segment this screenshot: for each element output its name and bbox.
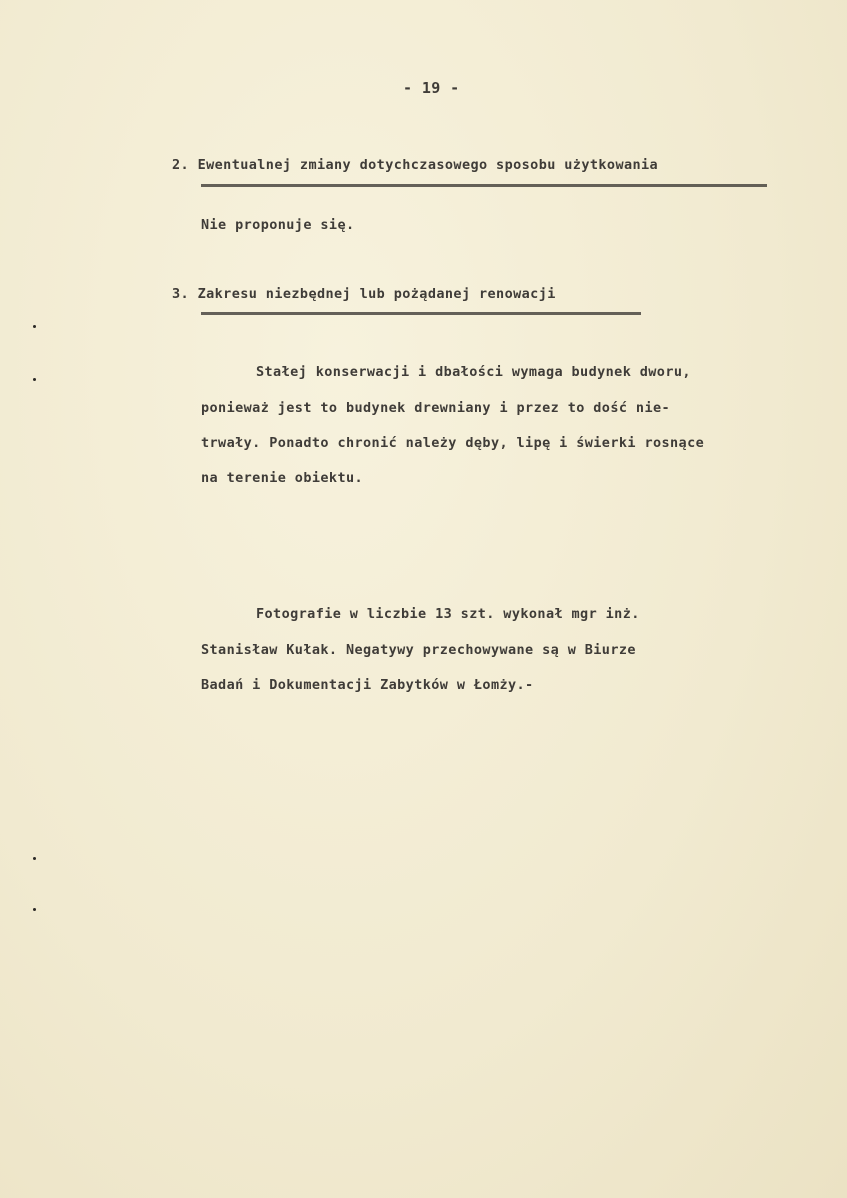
section-3-line: na terenie obiektu. xyxy=(201,470,364,486)
binding-hole-mark xyxy=(33,857,36,860)
section-3-line: ponieważ jest to budynek drewniany i przez to dość nie- xyxy=(201,400,671,416)
section-3-heading: 3. Zakresu niezbędnej lub pożądanej renowacji xyxy=(172,286,556,302)
binding-hole-mark xyxy=(33,325,36,328)
section-3-line: Stałej konserwacji i dbałości wymaga budynek dworu, xyxy=(256,364,691,380)
page-number: - 19 - xyxy=(403,79,460,97)
binding-hole-mark xyxy=(33,908,36,911)
photos-note-line: Stanisław Kułak. Negatywy przechowywane są w Biurze xyxy=(201,642,636,658)
section-2-body: Nie proponuje się. xyxy=(201,217,355,233)
section-2-underline xyxy=(201,184,767,187)
section-3-underline xyxy=(201,312,641,315)
photos-note-line: Fotografie w liczbie 13 szt. wykonał mgr inż. xyxy=(256,606,640,622)
section-3-line: trwały. Ponadto chronić należy dęby, lipę i świerki rosnące xyxy=(201,435,705,451)
binding-hole-mark xyxy=(33,378,36,381)
photos-note-line: Badań i Dokumentacji Zabytków w Łomży.- xyxy=(201,677,534,693)
section-2-heading: 2. Ewentualnej zmiany dotychczasowego sposobu użytkowania xyxy=(172,157,659,173)
